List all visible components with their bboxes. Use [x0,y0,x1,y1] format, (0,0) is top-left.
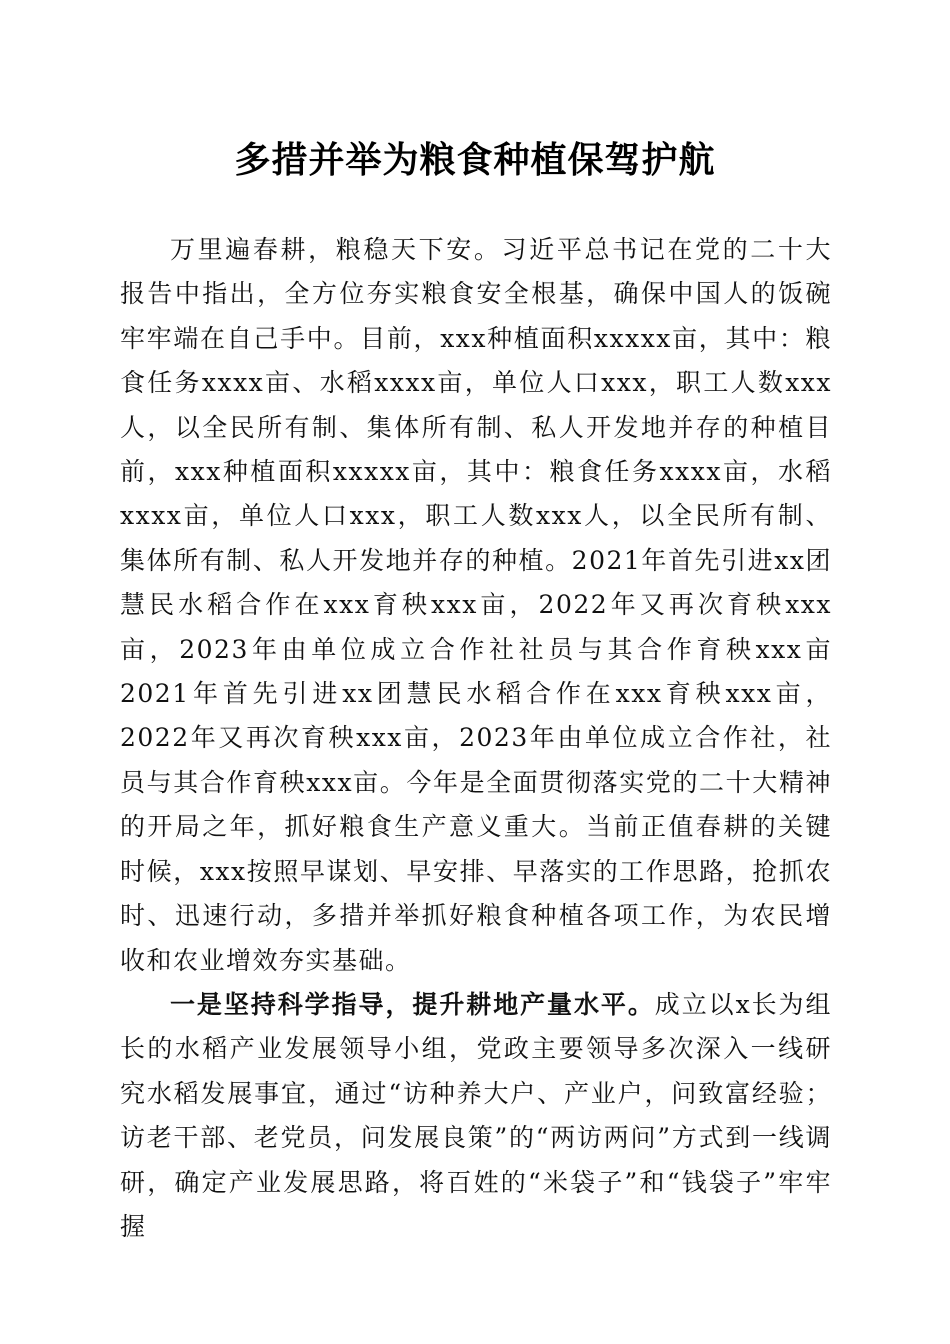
document-body [120,228,832,1249]
paragraph-point-one-heading: 一是坚持科学指导，提升耕地产量水平。 [170,989,655,1019]
paragraph-intro [120,228,832,983]
paragraph-intro-text: 万里遍春耕，粮稳天下安。习近平总书记在党的二十大报告中指出，全方位夯实粮食安全根基，确保中国人的饭碗牢牢端在自己手中。目前，xxx种植面积xxxxx亩，其中：粮食任务xxxx亩、水稻xxxx亩，单位人口xxx，职工人数xxx人，以全民所有制、集体所有制、私人开发地并存的种植目前，xxx种植面积xxxxx亩，其中：粮食任务xxxx亩，水稻xxxx亩，单位人口xxx，职工人数xxx人，以全民所有制、集体所有制、私人开发地并存的种植。2021年首先引进xx团慧民水稻合作在xxx育秧xxx亩，2022年又再次育秧xxx亩，2023年由单位成立合作社社员与其合作育秧xxx亩2021年首先引进xx团慧民水稻合作在xxx育秧xxx亩，2022年又再次育秧xxx亩，2023年由单位成立合作社，社员与其合作育秧xxx亩。今年是全面贯彻落实党的二十大精神的开局之年，抓好粮食生产意义重大。当前正值春耕的关键时候，xxx按照早谋划、早安排、早落实的工作思路，抢抓农时、迅速行动，多措并举抓好粮食种植各项工作，为农民增收和农业增效夯实基础。 [120,235,832,975]
paragraph-point-one [120,983,832,1249]
document-title: 多措并举为粮食种植保驾护航 [234,139,716,181]
paragraph-point-one-text: 成立以x长为组长的水稻产业发展领导小组，党政主要领导多次深入一线研究水稻发展事宜，通过“访种养大户、产业户，问致富经验；访老干部、老党员，问发展良策”的“两访两问”方式到一线调研，确定产业发展思路，将百姓的“米袋子”和“钱袋子”牢牢握 [120,989,832,1241]
